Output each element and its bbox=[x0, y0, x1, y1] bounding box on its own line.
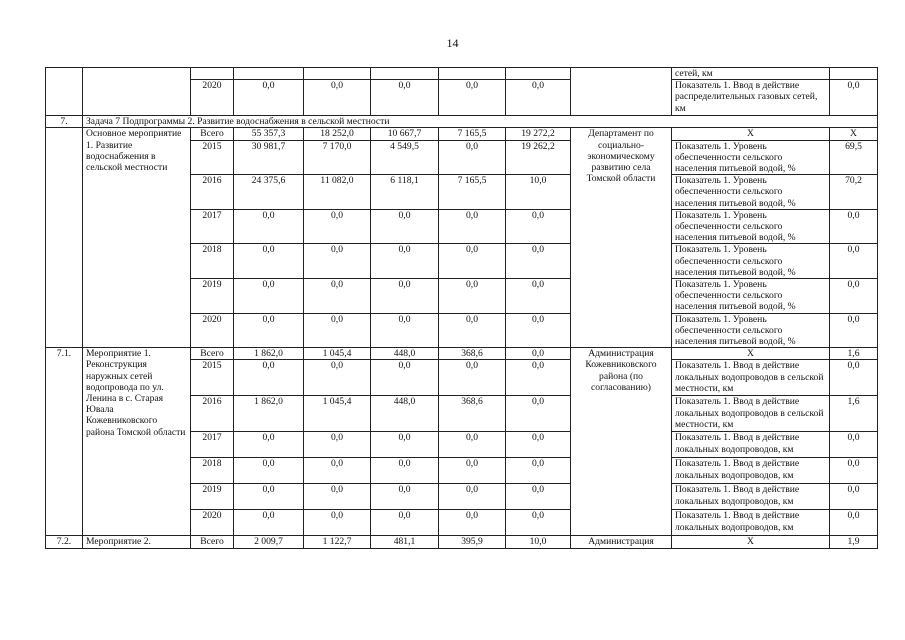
amount-cell: 0,0 bbox=[234, 80, 304, 116]
amount-cell: 19 262,2 bbox=[506, 140, 571, 175]
indicator-cell: Показатель 1. Уровень обеспеченности сельского населения питьевой водой, % bbox=[672, 175, 830, 210]
amount-cell: 0,0 bbox=[439, 313, 506, 348]
amount-cell: 368,6 bbox=[439, 396, 506, 432]
amount-cell: 0,0 bbox=[506, 458, 571, 484]
indicator-value-cell: Х bbox=[830, 128, 878, 140]
amount-cell: 0,0 bbox=[439, 360, 506, 396]
indicator-value-cell: 0,0 bbox=[830, 209, 878, 244]
year-cell: 2017 bbox=[191, 209, 234, 244]
amount-cell: 448,0 bbox=[371, 348, 439, 360]
num-cell: 7.1. bbox=[46, 348, 83, 536]
table-row bbox=[46, 348, 878, 360]
amount-cell: 0,0 bbox=[439, 432, 506, 458]
program-table bbox=[45, 67, 878, 549]
task-title: Задача 7 Подпрограммы 2. Развитие водоснабжения в сельской местности bbox=[83, 116, 878, 128]
amount-cell: 0,0 bbox=[439, 140, 506, 175]
amount-cell: 0,0 bbox=[371, 360, 439, 396]
indicator-value-cell: 69,5 bbox=[830, 140, 878, 175]
amount-cell bbox=[234, 68, 304, 80]
amount-cell: 0,0 bbox=[234, 313, 304, 348]
num-cell bbox=[46, 128, 83, 348]
year-cell: 2017 bbox=[191, 432, 234, 458]
activity-name: Основное мероприятие 1. Развитие водоснабжения в сельской местности bbox=[83, 128, 191, 348]
amount-cell: 7 165,5 bbox=[439, 128, 506, 140]
amount-cell: 0,0 bbox=[234, 209, 304, 244]
amount-cell: 0,0 bbox=[234, 458, 304, 484]
amount-cell: 6 118,1 bbox=[371, 175, 439, 210]
amount-cell bbox=[304, 68, 371, 80]
amount-cell: 10,0 bbox=[506, 175, 571, 210]
indicator-cell: Показатель 1. Ввод в действие локальных водопроводов, км bbox=[672, 484, 830, 510]
amount-cell: 0,0 bbox=[304, 432, 371, 458]
amount-cell: 0,0 bbox=[304, 484, 371, 510]
executor-cell: Администрация bbox=[571, 536, 672, 548]
amount-cell: 0,0 bbox=[506, 432, 571, 458]
amount-cell: 0,0 bbox=[234, 244, 304, 279]
amount-cell: 481,1 bbox=[371, 536, 439, 548]
amount-cell: 7 165,5 bbox=[439, 175, 506, 210]
amount-cell: 0,0 bbox=[371, 279, 439, 314]
indicator-cell: Показатель 1. Уровень обеспеченности сельского населения питьевой водой, % bbox=[672, 279, 830, 314]
amount-cell: 55 357,3 bbox=[234, 128, 304, 140]
amount-cell bbox=[371, 68, 439, 80]
num-cell bbox=[46, 68, 83, 116]
amount-cell: 1 862,0 bbox=[234, 348, 304, 360]
year-cell: 2015 bbox=[191, 140, 234, 175]
amount-cell: 395,9 bbox=[439, 536, 506, 548]
activity-name: Мероприятие 2. bbox=[83, 536, 191, 548]
amount-cell: 0,0 bbox=[439, 209, 506, 244]
amount-cell: 0,0 bbox=[506, 510, 571, 536]
indicator-cell: Показатель 1. Уровень обеспеченности сельского населения питьевой водой, % bbox=[672, 244, 830, 279]
indicator-value-cell: 1,6 bbox=[830, 348, 878, 360]
amount-cell bbox=[439, 68, 506, 80]
year-cell: 2020 bbox=[191, 80, 234, 116]
amount-cell: 0,0 bbox=[371, 209, 439, 244]
amount-cell: 0,0 bbox=[439, 458, 506, 484]
year-cell: 2020 bbox=[191, 313, 234, 348]
year-cell: 2019 bbox=[191, 279, 234, 314]
amount-cell: 2 009,7 bbox=[234, 536, 304, 548]
indicator-value-cell: 1,9 bbox=[830, 536, 878, 548]
amount-cell: 0,0 bbox=[304, 458, 371, 484]
indicator-value-cell: 0,0 bbox=[830, 432, 878, 458]
executor-cell: Департамент по социально-экономическому развитию села Томской области bbox=[571, 128, 672, 348]
amount-cell: 0,0 bbox=[304, 360, 371, 396]
table-row bbox=[46, 128, 878, 140]
indicator-cell: Показатель 1. Уровень обеспеченности сельского населения питьевой водой, % bbox=[672, 209, 830, 244]
amount-cell: 30 981,7 bbox=[234, 140, 304, 175]
amount-cell: 1 122,7 bbox=[304, 536, 371, 548]
amount-cell: 0,0 bbox=[506, 360, 571, 396]
amount-cell: 0,0 bbox=[506, 279, 571, 314]
amount-cell: 448,0 bbox=[371, 396, 439, 432]
amount-cell: 0,0 bbox=[304, 209, 371, 244]
amount-cell: 0,0 bbox=[371, 510, 439, 536]
num-cell: 7.2. bbox=[46, 536, 83, 548]
indicator-value-cell: 0,0 bbox=[830, 244, 878, 279]
amount-cell: 11 082,0 bbox=[304, 175, 371, 210]
amount-cell: 18 252,0 bbox=[304, 128, 371, 140]
amount-cell: 0,0 bbox=[371, 313, 439, 348]
year-cell: 2018 bbox=[191, 458, 234, 484]
table-row bbox=[46, 536, 878, 548]
indicator-value-cell: 0,0 bbox=[830, 458, 878, 484]
year-cell: 2016 bbox=[191, 396, 234, 432]
amount-cell: 1 862,0 bbox=[234, 396, 304, 432]
amount-cell: 0,0 bbox=[304, 244, 371, 279]
indicator-value-cell: 0,0 bbox=[830, 360, 878, 396]
amount-cell: 0,0 bbox=[304, 313, 371, 348]
name-cell bbox=[83, 68, 191, 116]
amount-cell: 0,0 bbox=[506, 484, 571, 510]
amount-cell: 0,0 bbox=[439, 80, 506, 116]
indicator-cell: Показатель 1. Ввод в действие локальных водопроводов в сельской местности, км bbox=[672, 396, 830, 432]
amount-cell: 0,0 bbox=[439, 244, 506, 279]
table-row bbox=[46, 68, 878, 80]
amount-cell: 0,0 bbox=[234, 360, 304, 396]
amount-cell: 0,0 bbox=[304, 510, 371, 536]
amount-cell: 0,0 bbox=[371, 458, 439, 484]
year-cell: 2018 bbox=[191, 244, 234, 279]
indicator-cell: Показатель 1. Ввод в действие распределительных газовых сетей, км bbox=[672, 80, 830, 116]
amount-cell: 0,0 bbox=[304, 279, 371, 314]
amount-cell: 1 045,4 bbox=[304, 348, 371, 360]
indicator-cell: Показатель 1. Ввод в действие локальных водопроводов, км bbox=[672, 458, 830, 484]
indicator-cell: сетей, км bbox=[672, 68, 830, 80]
amount-cell: 1 045,4 bbox=[304, 396, 371, 432]
indicator-value-cell bbox=[830, 68, 878, 80]
amount-cell: 0,0 bbox=[234, 484, 304, 510]
amount-cell: 0,0 bbox=[506, 80, 571, 116]
indicator-cell: Показатель 1. Ввод в действие локальных водопроводов, км bbox=[672, 432, 830, 458]
amount-cell: 0,0 bbox=[371, 432, 439, 458]
year-cell: 2019 bbox=[191, 484, 234, 510]
amount-cell bbox=[506, 68, 571, 80]
amount-cell: 0,0 bbox=[371, 80, 439, 116]
year-cell: 2020 bbox=[191, 510, 234, 536]
indicator-value-cell: 70,2 bbox=[830, 175, 878, 210]
amount-cell: 10,0 bbox=[506, 536, 571, 548]
amount-cell: 24 375,6 bbox=[234, 175, 304, 210]
amount-cell: 19 272,2 bbox=[506, 128, 571, 140]
task-row bbox=[46, 116, 878, 128]
amount-cell: 0,0 bbox=[371, 484, 439, 510]
indicator-cell: Х bbox=[672, 348, 830, 360]
amount-cell: 0,0 bbox=[506, 209, 571, 244]
amount-cell: 0,0 bbox=[439, 279, 506, 314]
amount-cell: 0,0 bbox=[234, 432, 304, 458]
amount-cell: 4 549,5 bbox=[371, 140, 439, 175]
indicator-value-cell: 0,0 bbox=[830, 80, 878, 116]
indicator-cell: Показатель 1. Уровень обеспеченности сельского населения питьевой водой, % bbox=[672, 313, 830, 348]
indicator-value-cell: 0,0 bbox=[830, 484, 878, 510]
indicator-value-cell: 0,0 bbox=[830, 279, 878, 314]
indicator-value-cell: 0,0 bbox=[830, 313, 878, 348]
amount-cell: 0,0 bbox=[506, 348, 571, 360]
amount-cell: 368,6 bbox=[439, 348, 506, 360]
amount-cell: 0,0 bbox=[506, 244, 571, 279]
year-cell: 2015 bbox=[191, 360, 234, 396]
amount-cell: 0,0 bbox=[234, 510, 304, 536]
year-cell: Всего bbox=[191, 536, 234, 548]
amount-cell: 10 667,7 bbox=[371, 128, 439, 140]
amount-cell: 0,0 bbox=[371, 244, 439, 279]
task-number: 7. bbox=[46, 116, 83, 128]
year-cell: Всего bbox=[191, 128, 234, 140]
indicator-cell: Показатель 1. Уровень обеспеченности сельского населения питьевой водой, % bbox=[672, 140, 830, 175]
indicator-cell: Х bbox=[672, 128, 830, 140]
indicator-cell: Показатель 1. Ввод в действие локальных водопроводов в сельской местности, км bbox=[672, 360, 830, 396]
executor-cell bbox=[571, 68, 672, 116]
indicator-cell: Х bbox=[672, 536, 830, 548]
page-number: 14 bbox=[446, 36, 459, 50]
amount-cell: 0,0 bbox=[439, 484, 506, 510]
indicator-cell: Показатель 1. Ввод в действие локальных водопроводов, км bbox=[672, 510, 830, 536]
executor-cell: Администрация Кожевниковского района (по согласованию) bbox=[571, 348, 672, 536]
amount-cell: 0,0 bbox=[506, 313, 571, 348]
activity-name: Мероприятие 1. Реконструкция наружных сетей водопровода по ул. Ленина в с. Старая Ювала Кожевниковского района Томской области bbox=[83, 348, 191, 536]
year-cell bbox=[191, 68, 234, 80]
year-cell: 2016 bbox=[191, 175, 234, 210]
year-cell: Всего bbox=[191, 348, 234, 360]
amount-cell: 0,0 bbox=[304, 80, 371, 116]
amount-cell: 0,0 bbox=[234, 279, 304, 314]
indicator-value-cell: 1,6 bbox=[830, 396, 878, 432]
amount-cell: 7 170,0 bbox=[304, 140, 371, 175]
amount-cell: 0,0 bbox=[506, 396, 571, 432]
amount-cell: 0,0 bbox=[439, 510, 506, 536]
indicator-value-cell: 0,0 bbox=[830, 510, 878, 536]
